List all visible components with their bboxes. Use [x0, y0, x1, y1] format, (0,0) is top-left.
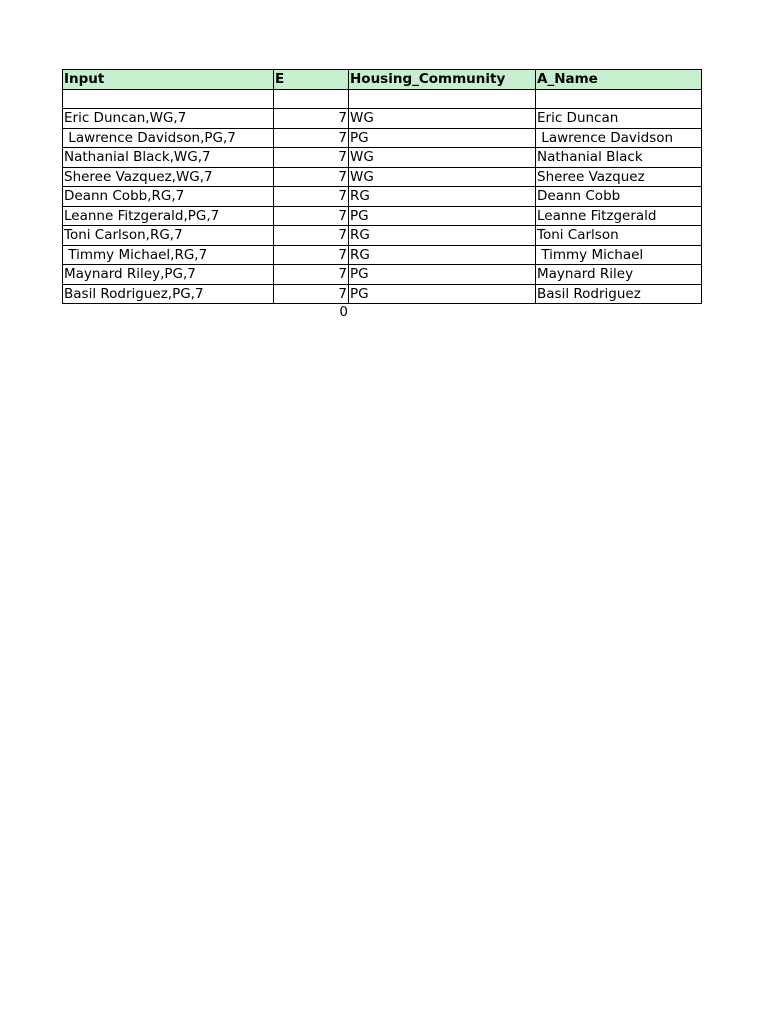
data-table: [62, 69, 702, 304]
cell-e[interactable]: 7: [274, 148, 349, 168]
cell-housing-community[interactable]: PG: [349, 265, 536, 285]
header-housing-community[interactable]: Housing_Community: [349, 70, 536, 90]
cell-a-name[interactable]: Leanne Fitzgerald: [536, 206, 702, 226]
table-row: [63, 206, 702, 226]
table-row: [63, 89, 702, 109]
cell-housing-community[interactable]: [349, 89, 536, 109]
cell-e[interactable]: 7: [274, 284, 349, 304]
cell-input[interactable]: Toni Carlson,RG,7: [63, 226, 274, 246]
table-row: [63, 128, 702, 148]
footer-value-cell[interactable]: 0: [339, 304, 348, 320]
cell-housing-community[interactable]: PG: [349, 206, 536, 226]
cell-housing-community[interactable]: WG: [349, 167, 536, 187]
table-row: [63, 109, 702, 129]
table-row: [63, 265, 702, 285]
cell-a-name[interactable]: Deann Cobb: [536, 187, 702, 207]
cell-input[interactable]: Nathanial Black,WG,7: [63, 148, 274, 168]
header-a-name[interactable]: A_Name: [536, 70, 702, 90]
cell-housing-community[interactable]: RG: [349, 245, 536, 265]
table-row: [63, 245, 702, 265]
cell-e[interactable]: [274, 89, 349, 109]
cell-input[interactable]: Maynard Riley,PG,7: [63, 265, 274, 285]
cell-housing-community[interactable]: RG: [349, 226, 536, 246]
header-row: [63, 70, 702, 90]
cell-input[interactable]: [63, 89, 274, 109]
cell-e[interactable]: 7: [274, 109, 349, 129]
cell-a-name[interactable]: Lawrence Davidson: [536, 128, 702, 148]
cell-e[interactable]: 7: [274, 245, 349, 265]
table-row: [63, 187, 702, 207]
cell-e[interactable]: 7: [274, 206, 349, 226]
cell-input[interactable]: Lawrence Davidson,PG,7: [63, 128, 274, 148]
table-row: [63, 284, 702, 304]
header-input[interactable]: Input: [63, 70, 274, 90]
table-row: [63, 226, 702, 246]
table-row: [63, 167, 702, 187]
cell-a-name[interactable]: Timmy Michael: [536, 245, 702, 265]
header-e[interactable]: E: [274, 70, 349, 90]
cell-a-name[interactable]: Basil Rodriguez: [536, 284, 702, 304]
table-row: [63, 148, 702, 168]
cell-input[interactable]: Sheree Vazquez,WG,7: [63, 167, 274, 187]
cell-a-name[interactable]: Maynard Riley: [536, 265, 702, 285]
cell-a-name[interactable]: Sheree Vazquez: [536, 167, 702, 187]
cell-e[interactable]: 7: [274, 226, 349, 246]
cell-e[interactable]: 7: [274, 128, 349, 148]
cell-e[interactable]: 7: [274, 187, 349, 207]
cell-a-name[interactable]: [536, 89, 702, 109]
cell-input[interactable]: Eric Duncan,WG,7: [63, 109, 274, 129]
cell-housing-community[interactable]: WG: [349, 109, 536, 129]
cell-e[interactable]: 7: [274, 167, 349, 187]
cell-a-name[interactable]: Nathanial Black: [536, 148, 702, 168]
cell-input[interactable]: Deann Cobb,RG,7: [63, 187, 274, 207]
cell-input[interactable]: Timmy Michael,RG,7: [63, 245, 274, 265]
cell-input[interactable]: Leanne Fitzgerald,PG,7: [63, 206, 274, 226]
cell-input[interactable]: Basil Rodriguez,PG,7: [63, 284, 274, 304]
cell-a-name[interactable]: Eric Duncan: [536, 109, 702, 129]
cell-housing-community[interactable]: PG: [349, 128, 536, 148]
cell-housing-community[interactable]: PG: [349, 284, 536, 304]
cell-e[interactable]: 7: [274, 265, 349, 285]
cell-a-name[interactable]: Toni Carlson: [536, 226, 702, 246]
cell-housing-community[interactable]: RG: [349, 187, 536, 207]
cell-housing-community[interactable]: WG: [349, 148, 536, 168]
